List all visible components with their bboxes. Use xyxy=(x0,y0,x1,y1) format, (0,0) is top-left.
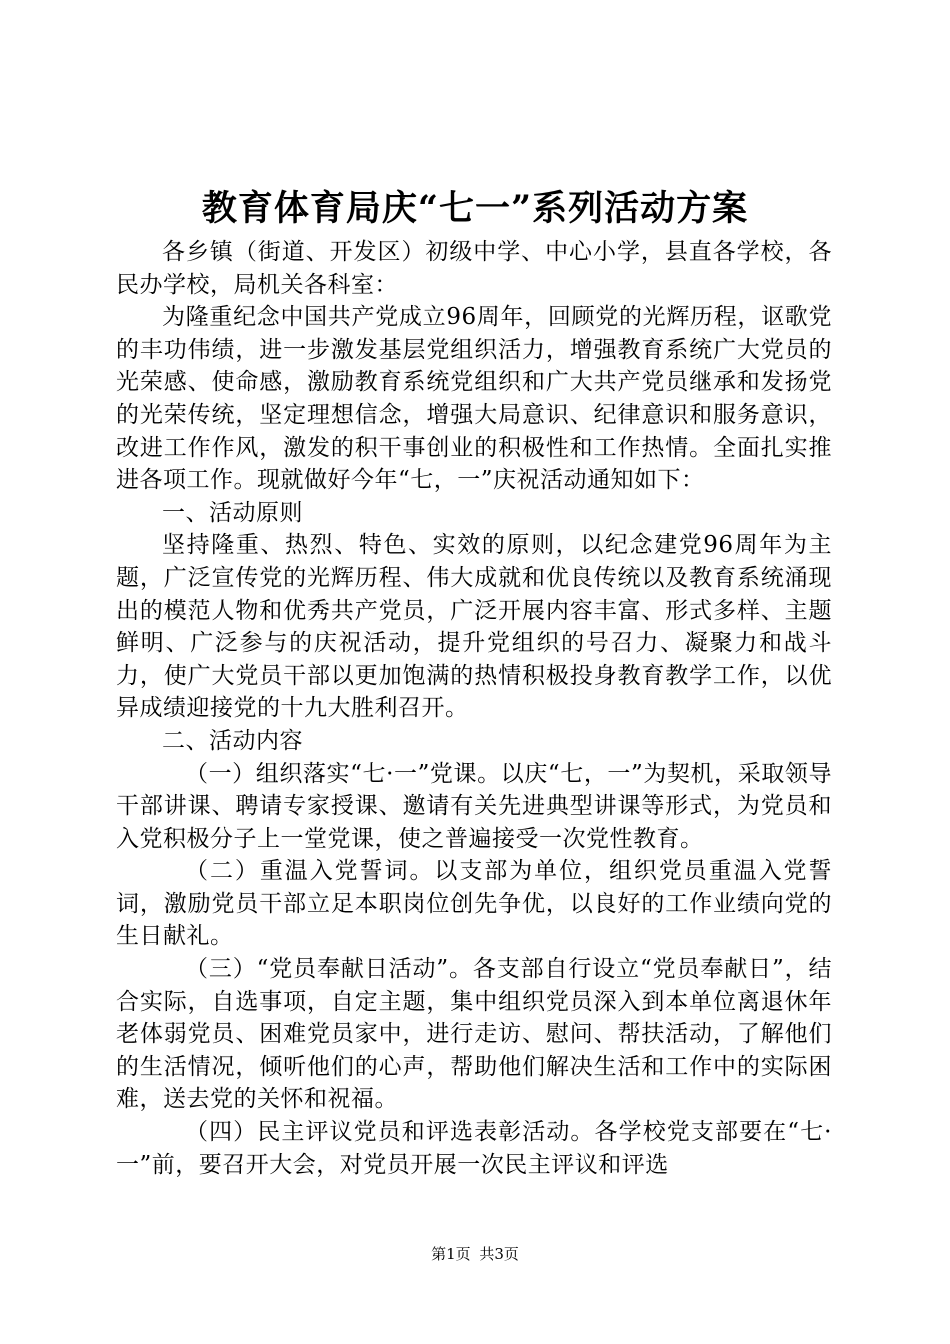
content-item-1: （一）组织落实“七·一”党课。以庆“七，一”为契机，采取领导干部讲课、聘请专家授课、邀请有关先进典型讲课等形式，为党员和入党积极分子上一堂党课，使之普遍接受一次党性教育。 xyxy=(116,760,832,852)
salutation-paragraph: 各乡镇（街道、开发区）初级中学、中心小学，县直各学校，各民办学校，局机关各科室： xyxy=(116,239,832,298)
document-title: 教育体育局庆“七一”系列活动方案 xyxy=(201,188,749,229)
content-item-3: （三）“党员奉献日活动”。各支部自行设立“党员奉献日”，结合实际，自选事项，自定主题，集中组织党员深入到本单位离退休年老体弱党员、困难党员家中，进行走访、慰问、帮扶活动，了解他们的生活情况，倾听他们的心声，帮助他们解决生活和工作中的实际困难，送去党的关怀和祝福。 xyxy=(116,956,832,1113)
content-item-4: （四）民主评议党员和评选表彰活动。各学校党支部要在“七·一”前，要召开大会，对党员开展一次民主评议和评选 xyxy=(116,1119,832,1178)
section-heading-principles: 一、活动原则 xyxy=(162,499,303,526)
principles-paragraph: 坚持隆重、热烈、特色、实效的原则，以纪念建党96周年为主题，广泛宣传党的光辉历程、伟大成就和优良传统以及教育系统涌现出的模范人物和优秀共产党员，广泛开展内容丰富、形式多样、主题鲜明、广泛参与的庆祝活动，提升党组织的号召力、凝聚力和战斗力，使广大党员干部以更加饱满的热情积极投身教育教学工作，以优异成绩迎接党的十九大胜利召开。 xyxy=(116,532,832,722)
page-total: 共3页 xyxy=(479,1245,519,1263)
content-item-2: （二）重温入党誓词。以支部为单位，组织党员重温入党誓词，激励党员干部立足本职岗位创先争优，以良好的工作业绩向党的生日献礼。 xyxy=(116,858,832,950)
intro-paragraph: 为隆重纪念中国共产党成立96周年，回顾党的光辉历程，讴歌党的丰功伟绩，进一步激发基层党组织活力，增强教育系统广大党员的光荣感、使命感，激励教育系统党组织和广大共产党员继承和发扬党的光荣传统，坚定理想信念，增强大局意识、纪律意识和服务意识，改进工作作风，激发的积干事创业的积极性和工作热情。全面扎实推进各项工作。现就做好今年“七，一”庆祝活动通知如下： xyxy=(116,304,832,494)
page-footer xyxy=(0,1244,950,1264)
page-number: 第1页 xyxy=(431,1245,471,1263)
section-heading-content: 二、活动内容 xyxy=(162,727,303,754)
document-body xyxy=(116,236,832,1181)
